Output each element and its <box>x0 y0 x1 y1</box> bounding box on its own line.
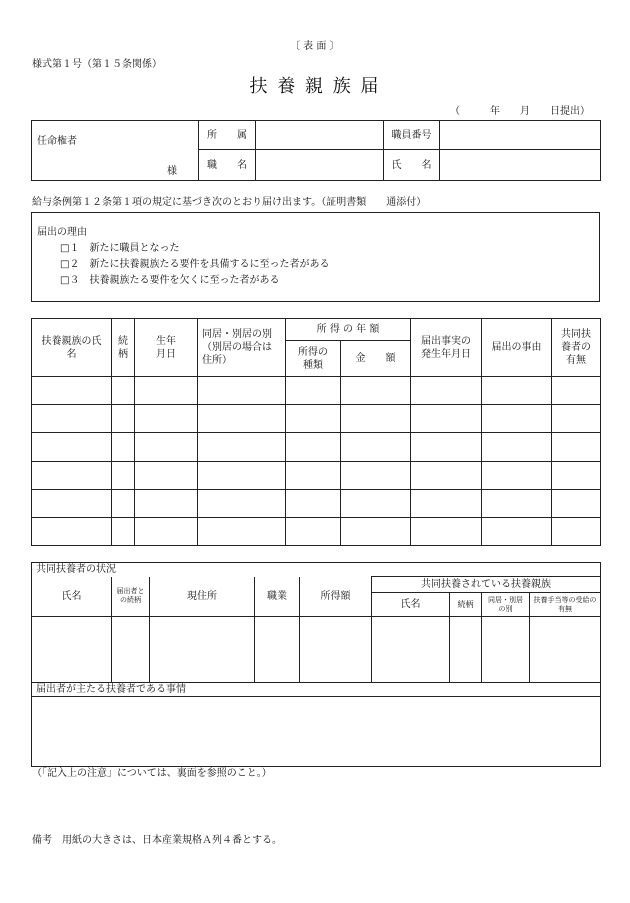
table-cell[interactable] <box>482 517 552 545</box>
reason-item-2[interactable]: □２ 新たに扶養親族たる要件を具備するに至った者がある <box>60 259 330 270</box>
table-cell[interactable] <box>286 405 341 433</box>
table-cell[interactable] <box>198 517 286 545</box>
dependents-table <box>31 318 601 546</box>
table-cell[interactable] <box>135 433 198 461</box>
table-cell[interactable] <box>32 617 112 683</box>
h-income-amount: 所得額 <box>300 577 372 617</box>
staff-no-field[interactable] <box>440 121 601 150</box>
table-cell[interactable] <box>32 433 112 461</box>
table-cell[interactable] <box>112 405 135 433</box>
table-cell[interactable] <box>482 433 552 461</box>
name-field[interactable] <box>440 150 601 181</box>
table-cell[interactable] <box>135 461 198 489</box>
table-cell[interactable] <box>341 377 411 405</box>
reasons-heading: 届出の理由 <box>37 227 87 238</box>
table-cell[interactable] <box>482 405 552 433</box>
table-cell[interactable] <box>32 489 112 517</box>
table-row <box>32 461 601 489</box>
table-cell[interactable] <box>135 405 198 433</box>
table-cell[interactable] <box>411 377 482 405</box>
h-joint-name: 氏名 <box>32 577 112 617</box>
table-cell[interactable] <box>482 377 552 405</box>
joint-heading: 共同扶養者の状況 <box>32 563 601 577</box>
table-cell[interactable] <box>552 377 601 405</box>
table-cell[interactable] <box>198 405 286 433</box>
table-row <box>32 377 601 405</box>
position-label: 職 名 <box>199 150 256 181</box>
table-cell[interactable] <box>530 617 601 683</box>
h-birthdate: 生年月日 <box>135 319 198 377</box>
h-j-relation: 続柄 <box>450 593 482 617</box>
joint-supporter-table <box>31 562 601 767</box>
table-cell[interactable] <box>198 461 286 489</box>
declaration: 給与条例第１２条第１項の規定に基づき次のとおり届け出ます。（証明書類 通添付） <box>32 197 427 208</box>
table-cell[interactable] <box>112 617 150 683</box>
table-row <box>32 433 601 461</box>
table-cell[interactable] <box>112 377 135 405</box>
name-label: 氏 名 <box>384 150 440 181</box>
table-cell[interactable] <box>482 461 552 489</box>
page-title: 扶 養 親 族 届 <box>249 76 381 97</box>
h-j-allowance: 扶養手当等の受給の有無 <box>530 593 601 617</box>
table-cell[interactable] <box>112 517 135 545</box>
table-cell[interactable] <box>198 433 286 461</box>
table-cell[interactable] <box>286 461 341 489</box>
remark: 備考 用紙の大きさは、日本産業規格Ａ列４番とする。 <box>32 835 282 846</box>
reasons-box <box>31 212 600 302</box>
h-job: 職業 <box>255 577 300 617</box>
table-cell[interactable] <box>411 489 482 517</box>
table-cell[interactable] <box>411 405 482 433</box>
h-fact-date: 届出事実の発生年月日 <box>411 319 482 377</box>
h-annual-income: 所 得 の 年 額 <box>286 319 411 341</box>
table-cell[interactable] <box>32 517 112 545</box>
table-cell[interactable] <box>135 517 198 545</box>
table-cell[interactable] <box>255 617 300 683</box>
table-cell[interactable] <box>286 377 341 405</box>
table-cell[interactable] <box>552 405 601 433</box>
table-cell[interactable] <box>150 617 255 683</box>
affiliation-label: 所 属 <box>199 121 256 150</box>
appointer-cell[interactable] <box>32 121 199 181</box>
table-cell[interactable] <box>198 489 286 517</box>
table-row <box>32 405 601 433</box>
table-cell[interactable] <box>198 377 286 405</box>
table-cell[interactable] <box>411 461 482 489</box>
table-cell[interactable] <box>552 489 601 517</box>
table-cell[interactable] <box>286 433 341 461</box>
h-relation: 続柄 <box>112 319 135 377</box>
table-cell[interactable] <box>482 617 530 683</box>
note-back: （「記入上の注意」については、裏面を参照のこと。） <box>32 768 272 779</box>
table-cell[interactable] <box>286 489 341 517</box>
circumstances-field[interactable] <box>32 697 601 767</box>
table-cell[interactable] <box>112 461 135 489</box>
h-reason: 届出の事由 <box>482 319 552 377</box>
h-dependent-name: 扶養親族の氏名 <box>32 319 112 377</box>
h-amount: 金 額 <box>341 341 411 377</box>
table-cell[interactable] <box>482 489 552 517</box>
table-cell[interactable] <box>300 617 372 683</box>
table-cell[interactable] <box>552 433 601 461</box>
h-joint-support: 共同扶養者の有無 <box>552 319 601 377</box>
table-cell[interactable] <box>411 517 482 545</box>
table-cell[interactable] <box>341 433 411 461</box>
table-cell[interactable] <box>341 405 411 433</box>
date-line: （ 年 月 日提出） <box>450 106 590 117</box>
position-field[interactable] <box>256 150 384 181</box>
table-cell[interactable] <box>341 517 411 545</box>
appointer-label: 任命権者 <box>37 136 77 147</box>
table-cell[interactable] <box>341 461 411 489</box>
h-j-residence: 同居・別居の別 <box>482 593 530 617</box>
reason-item-1[interactable]: □１ 新たに職員となった <box>60 243 180 254</box>
table-cell[interactable] <box>450 617 482 683</box>
table-cell[interactable] <box>411 433 482 461</box>
h-residence: 同居・別居の別（別居の場合は住所） <box>198 319 286 377</box>
sama-label: 様 <box>167 166 177 177</box>
table-cell[interactable] <box>552 517 601 545</box>
side-label: 〔 表 面 〕 <box>290 41 340 52</box>
table-cell[interactable] <box>32 377 112 405</box>
table-cell[interactable] <box>286 517 341 545</box>
affiliation-field[interactable] <box>256 121 384 150</box>
h-jointly-supported: 共同扶養されている扶養親族 <box>372 577 601 593</box>
table-row <box>32 517 601 545</box>
h-joint-relation: 届出者との続柄 <box>112 577 150 617</box>
reason-item-3[interactable]: □３ 扶養親族たる要件を欠くに至った者がある <box>60 275 280 286</box>
table-cell[interactable] <box>135 377 198 405</box>
table-cell[interactable] <box>112 433 135 461</box>
h-j-name: 氏名 <box>372 593 450 617</box>
table-cell[interactable] <box>341 489 411 517</box>
table-cell[interactable] <box>372 617 450 683</box>
h-income-type: 所得の種類 <box>286 341 341 377</box>
table-cell[interactable] <box>112 489 135 517</box>
table-cell[interactable] <box>552 461 601 489</box>
table-row <box>32 489 601 517</box>
table-cell[interactable] <box>32 405 112 433</box>
circumstances-heading: 届出者が主たる扶養者である事情 <box>32 683 601 697</box>
table-cell[interactable] <box>135 489 198 517</box>
table-cell[interactable] <box>32 461 112 489</box>
h-address: 現住所 <box>150 577 255 617</box>
applicant-table <box>31 120 601 181</box>
table-row <box>32 617 601 683</box>
form-number: 様式第１号（第１５条関係） <box>32 59 162 70</box>
staff-no-label: 職員番号 <box>384 121 440 150</box>
